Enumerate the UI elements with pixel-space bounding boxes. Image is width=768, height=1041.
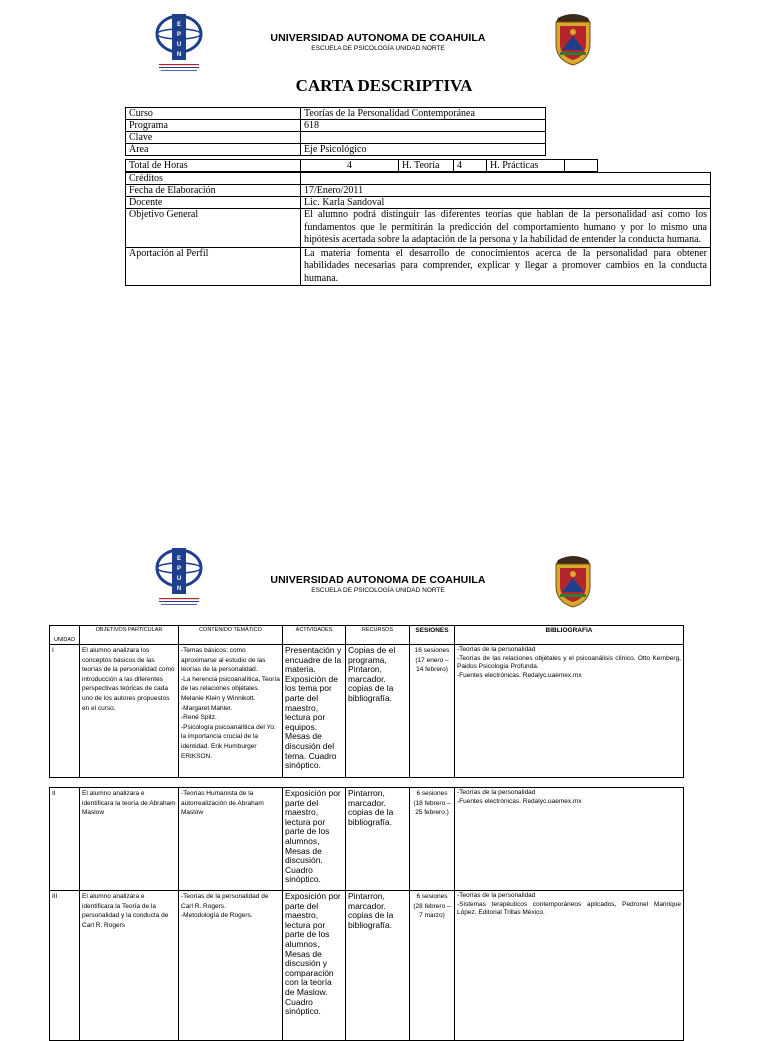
col-bibliografia-header: BIBLIOGRAFIA: [455, 626, 684, 645]
aportacion-value: La materia fomenta el desarrollo de conocimientos acerca de la personalidad para obtener habilidades necesarias para comprender, explicar y llegar a promover cambios en la conducta humana.: [301, 247, 711, 286]
course-info-lower-table: [125, 172, 711, 286]
unit-resources: Pintarron, marcador. copias de la bibliografía.: [346, 788, 410, 891]
curso-value: Teorías de la Personalidad Contemporánea: [301, 108, 546, 120]
units-table: [49, 625, 684, 778]
svg-text:U: U: [176, 576, 182, 582]
svg-text:N: N: [176, 586, 182, 592]
school-name-2: ESCUELA DE PSICOLOGÍA UNIDAD NORTE: [311, 587, 445, 594]
svg-text:U: U: [176, 42, 182, 48]
document-title: CARTA DESCRIPTIVA: [295, 76, 473, 95]
fecha-label: Fecha de Elaboración: [126, 185, 301, 197]
unit-activities: Exposición por parte del maestro, lectura por parte de los alumnos, Mesas de discusión. Cuadro sinóptico.: [283, 788, 346, 891]
curso-label: Curso: [126, 108, 301, 120]
unit-content: -Teorías de la personalidad de Carl R. Rogers. -Metodología de Rogers.: [179, 891, 283, 1041]
unit-bibliography: -Teorías de la personalidad -Fuentes electrónicas. Redalyc.uaemex.mx: [455, 788, 684, 891]
objetivo-label: Objetivo General: [126, 209, 301, 248]
units-table-continued: [49, 787, 684, 1041]
unit-sessions: 16 sesiones (17 enero – 14 febrero): [410, 645, 455, 778]
university-name: UNIVERSIDAD AUTONOMA DE COAHUILA: [270, 32, 486, 44]
unit-number: III: [50, 891, 80, 1041]
unit-number: I: [50, 645, 80, 778]
table-row: [50, 645, 684, 778]
unit-activities: Presentación y encuadre de la materia. Exposición de los tema por parte del maestro, lectura por equipos. Mesas de discusión del tema. Cuadro sinóptico.: [283, 645, 346, 778]
unit-resources: Pintarron, marcador. copias de la bibliografía.: [346, 891, 410, 1041]
col-contenido-header: CONTENIDO TEMÁTICO: [179, 626, 283, 645]
svg-text:N: N: [176, 52, 182, 58]
unit-content: -Temas básicos: como aproximarse al estudio de las teorías de la personalidad. -La herencia psicoanalítica, Teoría de las relaciones objétales. Melanie Klein y Winnikott. -Margaret Mahler. -René Spitz. -Psicología psicoanalítica del Yo: la importancia crucial de la identidad. Erik Humburger ERIKSON.: [179, 645, 283, 778]
unit-content: -Teorías Humanista de la autorrealización de Abraham Maslow: [179, 788, 283, 891]
school-name: ESCUELA DE PSICOLOGÍA UNIDAD NORTE: [311, 45, 445, 52]
col-actividades-header: ACTIVIDADES: [283, 626, 346, 645]
programa-label: Programa: [126, 120, 301, 132]
col-recursos-header: RECURSOS: [346, 626, 410, 645]
table-row: [50, 788, 684, 891]
table-row: [50, 891, 684, 1041]
university-name-2: UNIVERSIDAD AUTONOMA DE COAHUILA: [270, 574, 486, 586]
unit-objective: El alumno analizara e identificara la Teoría de la personalidad y la conducta de Carl R. Rogers: [80, 891, 179, 1041]
svg-text:P: P: [176, 32, 182, 38]
programa-value: 618: [301, 120, 546, 132]
practicas-value: [565, 160, 598, 172]
fecha-value: 17/Enero/2011: [301, 185, 711, 197]
area-value: Eje Psicológico: [301, 144, 546, 156]
teoria-label: H. Teoría: [399, 160, 454, 172]
creditos-value: [301, 173, 711, 185]
unit-objective: El alumno analizara los conceptos básicos de las teorías de la personalidad como introducción a las diferentes perspectivas teóricas de cada uno de los autores propuestos en el curso.: [80, 645, 179, 778]
unit-sessions: 6 sesiones (18 febrero – 25 febrero.): [410, 788, 455, 891]
coat-of-arms-right: [552, 12, 594, 66]
clave-value: [301, 132, 546, 144]
col-sesiones-header: SESIONES: [410, 626, 455, 645]
practicas-label: H. Prácticas: [487, 160, 565, 172]
hours-row: [125, 159, 598, 172]
unit-number: II: [50, 788, 80, 891]
aportacion-label: Aportación al Perfil: [126, 247, 301, 286]
unit-objective: El alumno analizara e identificara la teoría de Abraham Maslow: [80, 788, 179, 891]
clave-label: Clave: [126, 132, 301, 144]
svg-text:E: E: [176, 556, 182, 562]
area-label: Área: [126, 144, 301, 156]
col-objetivos-header: OBJETIVOS PARTICULAR: [80, 626, 179, 645]
svg-text:P: P: [176, 566, 182, 572]
teoria-value: 4: [454, 160, 487, 172]
docente-label: Docente: [126, 197, 301, 209]
total-horas-value: 4: [301, 160, 399, 172]
creditos-label: Créditos: [126, 173, 301, 185]
unit-bibliography: -Teorías de la personalidad -Teorías de las relaciones objétales y el psicoanálisis clínico. Otto Kernberg, Paidos Psicología Profunda. -Fuentes electrónicas. Redalyc.uaemex.mx: [455, 645, 684, 778]
coat-of-arms-right-2: [552, 554, 594, 608]
col-unidad-header: UNIDAD: [50, 626, 80, 645]
unit-bibliography: -Teorías de la personalidad -Sistemas terapéuticos contemporáneos aplicados, Pedronel Manrique López. Editorial Trillas México.: [455, 891, 684, 1041]
objetivo-value: El alumno podrá distinguir las diferentes teorías que hablan de la personalidad así como los fundamentos que le permitirán la predicción del comportamiento humano y por lo mismo una hipótesis acertada sobre la adaptación de la persona y la habilidad de entender la conducta humana.: [301, 209, 711, 248]
unit-sessions: 6 sesiones (28 febrero – 7 marzo): [410, 891, 455, 1041]
total-horas-label: Total de Horas: [126, 160, 301, 172]
unit-activities: Exposición por parte del maestro, lectura por parte de los alumnos, Mesas de discusión y comparación con la teoría de Maslow. Cuadro sinóptico.: [283, 891, 346, 1041]
course-info-table: [125, 107, 546, 156]
svg-text:E: E: [176, 22, 182, 28]
unit-resources: Copias de el programa, Pintaron, marcador. copias de la bibliografía.: [346, 645, 410, 778]
docente-value: Lic. Karla Sandoval: [301, 197, 711, 209]
